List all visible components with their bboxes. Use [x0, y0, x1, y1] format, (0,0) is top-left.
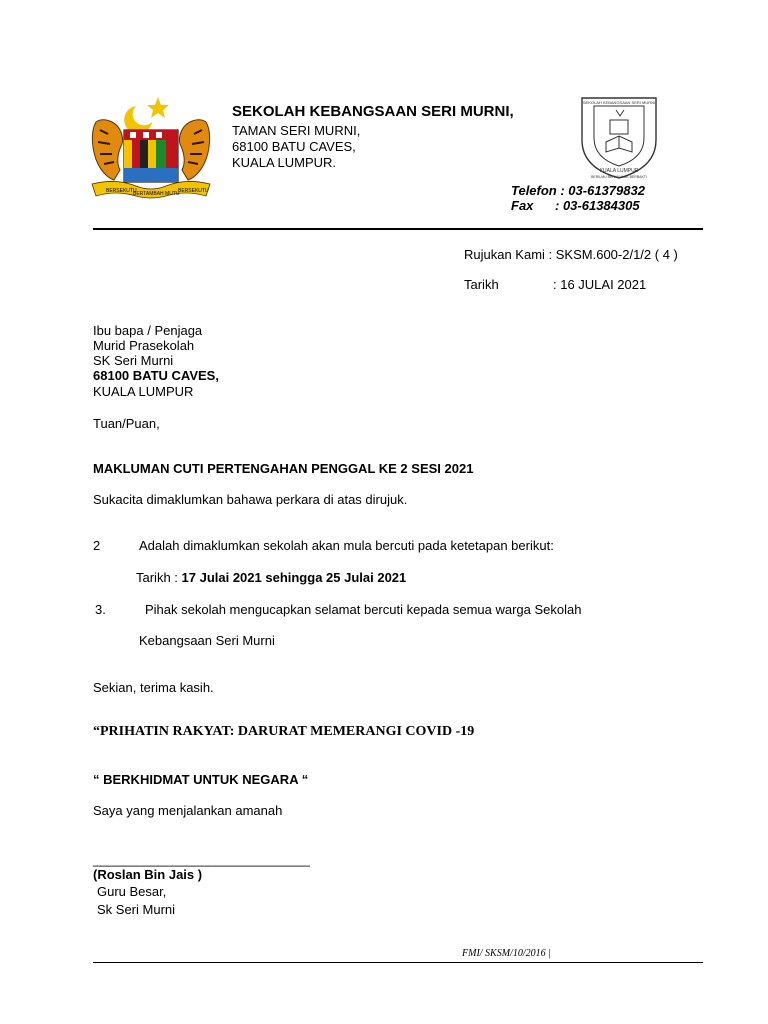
header-divider: [93, 228, 703, 230]
footer-divider: [93, 962, 703, 963]
address-line-2: 68100 BATU CAVES,: [232, 139, 356, 154]
footer-code: FMI/ SKSM/10/2016 |: [462, 948, 551, 959]
address-line-1: TAMAN SERI MURNI,: [232, 123, 361, 138]
signature-line: ______________________________: [93, 852, 310, 867]
svg-text:SEKOLAH KEBANGSAAN SERI MURNI: SEKOLAH KEBANGSAAN SERI MURNI: [582, 100, 656, 105]
holiday-dates-value: 17 Julai 2021 sehingga 25 Julai 2021: [181, 570, 407, 585]
svg-text:BERSEKUTU: BERSEKUTU: [178, 188, 209, 194]
paragraph-3-number: 3.: [95, 602, 106, 617]
slogan-covid: “PRIHATIN RAKYAT: DARURAT MEMERANGI COVID -19: [93, 724, 475, 739]
svg-text:BERTAMBAH MUTU: BERTAMBAH MUTU: [133, 191, 180, 197]
recipient-line-1: Ibu bapa / Penjaga: [93, 323, 203, 338]
school-logo: [572, 92, 666, 182]
reference-number: Rujukan Kami : SKSM.600-2/1/2 ( 4 ): [464, 247, 678, 262]
address-line-3: KUALA LUMPUR.: [232, 155, 337, 170]
fax-label: Fax: [511, 198, 534, 213]
recipient-line-4: 68100 BATU CAVES,: [93, 368, 219, 383]
recipient-line-5: KUALA LUMPUR: [93, 384, 194, 399]
subject-heading: MAKLUMAN CUTI PERTENGAHAN PENGGAL KE 2 SESI 2021: [93, 461, 474, 476]
holiday-dates-label: Tarikh :: [136, 570, 182, 585]
date-value: : 16 JULAI 2021: [553, 277, 647, 292]
recipient-line-3: SK Seri Murni: [93, 353, 174, 368]
telefon-number: Telefon : 03-61379832: [511, 183, 645, 198]
paragraph-1: Sukacita dimaklumkan bahawa perkara di atas dirujuk.: [93, 492, 408, 507]
svg-text:BERSEKUTU: BERSEKUTU: [106, 188, 137, 194]
recipient-line-2: Murid Prasekolah: [93, 338, 195, 353]
svg-text:BERILMU BERAKHLAK BERBAKTI: BERILMU BERAKHLAK BERBAKTI: [591, 175, 647, 179]
paragraph-3-line-1: Pihak sekolah mengucapkan selamat bercuti kepada semua warga Sekolah: [145, 602, 582, 617]
coat-of-arms-logo: [86, 92, 216, 200]
school-name: SEKOLAH KEBANGSAAN SERI MURNI,: [232, 103, 514, 120]
signer-title: Guru Besar,: [97, 884, 167, 899]
trust-statement: Saya yang menjalankan amanah: [93, 803, 283, 818]
paragraph-2-number: 2: [93, 538, 101, 553]
fax-number: : 03-61384305: [555, 198, 640, 213]
salutation: Tuan/Puan,: [93, 416, 160, 431]
signer-school: Sk Seri Murni: [97, 902, 176, 917]
paragraph-3-line-2: Kebangsaan Seri Murni: [139, 633, 275, 648]
svg-text:KUALA LUMPUR: KUALA LUMPUR: [599, 168, 639, 174]
date-label: Tarikh: [464, 277, 499, 292]
closing: Sekian, terima kasih.: [93, 680, 214, 695]
paragraph-2-text: Adalah dimaklumkan sekolah akan mula bercuti pada ketetapan berikut:: [139, 538, 554, 553]
slogan-berkhidmat: “ BERKHIDMAT UNTUK NEGARA “: [93, 772, 309, 787]
holiday-dates: [136, 570, 406, 586]
signer-name: (Roslan Bin Jais ): [93, 867, 203, 882]
